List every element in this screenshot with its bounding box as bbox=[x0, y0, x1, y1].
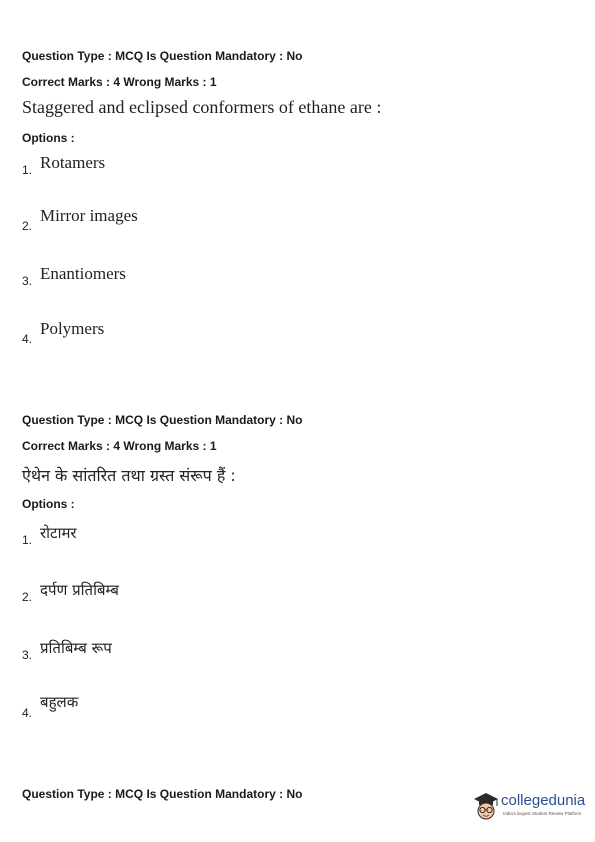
q2-option-2-text: दर्पण प्रतिबिम्ब bbox=[40, 581, 119, 599]
q2-marks: Correct Marks : 4 Wrong Marks : 1 bbox=[22, 439, 217, 453]
q1-question-type: Question Type : MCQ Is Question Mandatory : No bbox=[22, 49, 303, 63]
q2-option-2-number: 2. bbox=[22, 590, 33, 604]
q2-option-3-text: प्रतिबिम्ब रूप bbox=[40, 639, 112, 657]
q1-option-3-text: Enantiomers bbox=[40, 264, 126, 283]
q2-question-text: ऐथेन के सांतरित तथा ग्रस्त संरूप हैं : bbox=[22, 466, 236, 485]
q2-options-label: Options : bbox=[22, 497, 75, 511]
q1-option-3-number: 3. bbox=[22, 274, 33, 288]
q2-option-4-text: बहुलक bbox=[40, 693, 79, 711]
q1-option-4-number: 4. bbox=[22, 332, 33, 346]
q2-option-4-number: 4. bbox=[22, 706, 33, 720]
collegedunia-logo bbox=[470, 788, 590, 828]
q3-question-type: Question Type : MCQ Is Question Mandatory : No bbox=[22, 787, 303, 801]
q2-option-1-text: रोटामर bbox=[40, 524, 77, 542]
q1-option-1-text: Rotamers bbox=[40, 153, 106, 172]
q1-question-text: Staggered and eclipsed conformers of ethane are : bbox=[22, 97, 382, 117]
collegedunia-wordmark: collegedunia bbox=[501, 792, 586, 809]
q1-option-2-number: 2. bbox=[22, 219, 33, 233]
collegedunia-tagline: India's largest Student Review Platform bbox=[503, 811, 582, 816]
q2-question-type: Question Type : MCQ Is Question Mandatory : No bbox=[22, 413, 303, 427]
graduate-mascot-icon bbox=[470, 790, 502, 822]
q2-option-3-number: 3. bbox=[22, 648, 33, 662]
q1-option-4-text: Polymers bbox=[40, 319, 105, 338]
q1-option-1-number: 1. bbox=[22, 163, 33, 177]
q2-option-1-number: 1. bbox=[22, 533, 33, 547]
q1-option-2-text: Mirror images bbox=[40, 206, 138, 225]
q1-options-label: Options : bbox=[22, 131, 75, 145]
q1-marks: Correct Marks : 4 Wrong Marks : 1 bbox=[22, 75, 217, 89]
